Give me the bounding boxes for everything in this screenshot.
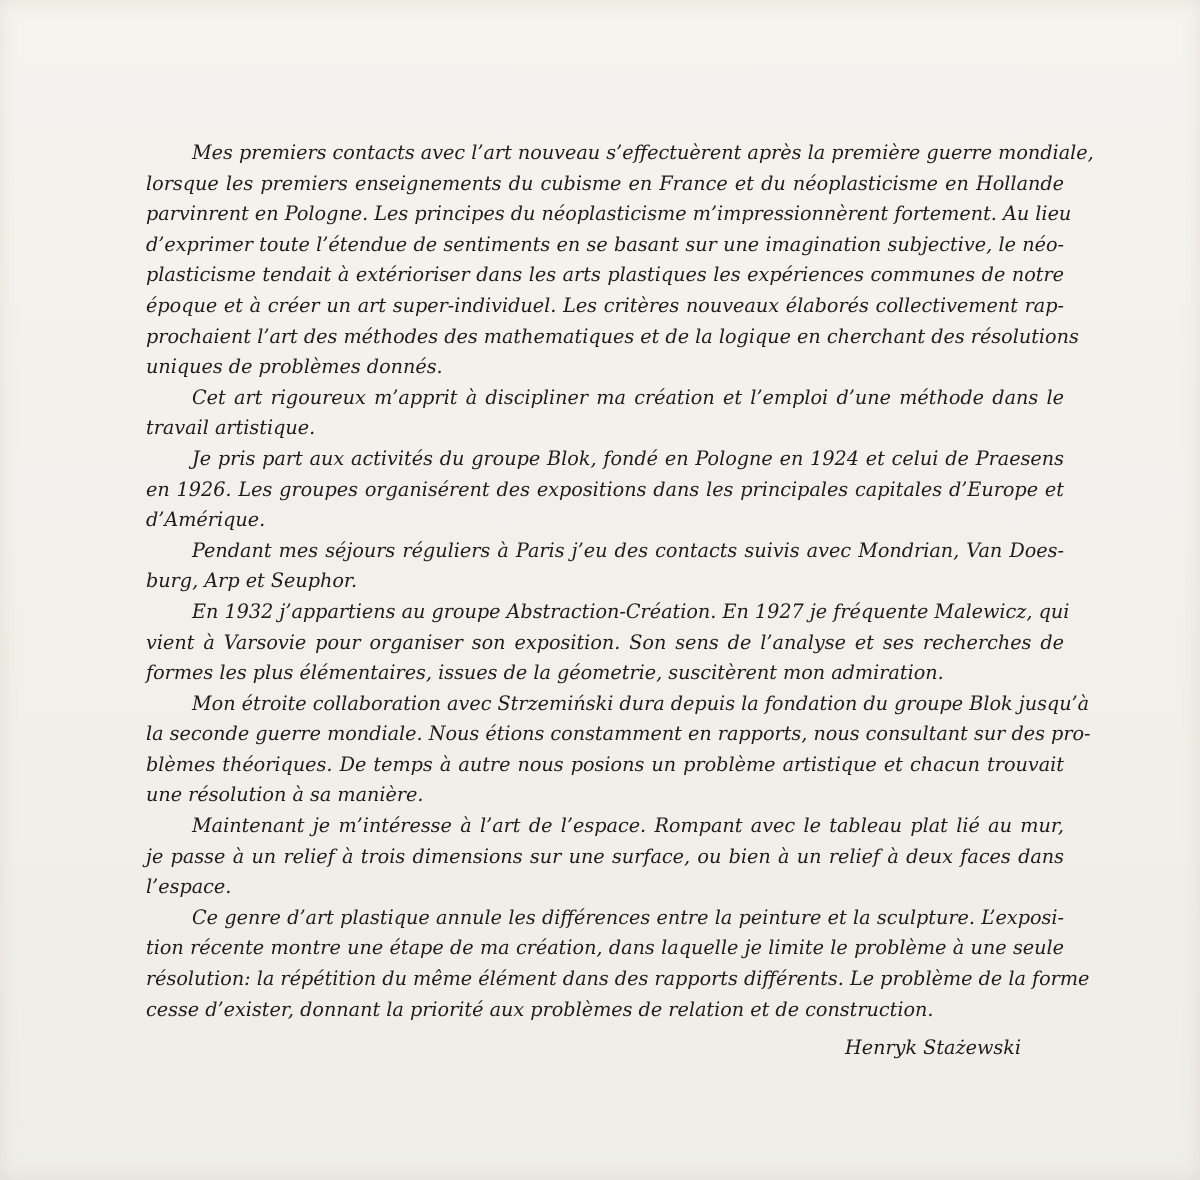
text-line: blèmes théoriques. De temps à autre nous posions un problème artistique et chacun trouvait bbox=[146, 752, 1064, 776]
text-line: lorsque les premiers enseignements du cubisme en France et du néoplasticisme en Hollande bbox=[146, 171, 1064, 195]
text-line: époque et à créer un art super-individuel. Les critères nouveaux élaborés collectivement rap- bbox=[146, 293, 1064, 317]
paragraph bbox=[146, 689, 1091, 811]
text-line: Ce genre d’art plastique annule les différences entre la peinture et la sculpture. L’exposi- bbox=[192, 905, 1064, 929]
text-line: une résolution à sa manière. bbox=[146, 783, 424, 807]
paragraph bbox=[146, 903, 1090, 1025]
text-line: plasticisme tendait à extérioriser dans les arts plastiques les expériences communes de notre bbox=[146, 263, 1064, 287]
text-line: je passe à un relief à trois dimensions sur une surface, ou bien à un relief à deux faces dans bbox=[146, 844, 1064, 868]
paragraph bbox=[146, 597, 1070, 689]
text-line: Pendant mes séjours réguliers à Paris j’eu des contacts suivis avec Mondrian, Van Does- bbox=[192, 538, 1064, 562]
text-line: Mes premiers contacts avec l’art nouveau s’effectuèrent après la première guerre mondiale, bbox=[192, 141, 1094, 164]
text-line: Maintenant je m’intéresse à l’art de l’espace. Rompant avec le tableau plat lié au mur, bbox=[192, 814, 1064, 838]
text-line: formes les plus élémentaires, issues de la géometrie, suscitèrent mon admiration. bbox=[146, 661, 944, 685]
paragraph bbox=[146, 536, 1064, 597]
text-line: vient à Varsovie pour organiser son exposition. Son sens de l’analyse et ses recherches de bbox=[146, 630, 1064, 654]
paragraph bbox=[146, 444, 1064, 536]
paragraph bbox=[146, 811, 1064, 903]
text-line: Cet art rigoureux m’apprit à discipliner ma création et l’emploi d’une méthode dans le bbox=[192, 385, 1064, 409]
text-line: En 1932 j’appartiens au groupe Abstraction-Création. En 1927 je fréquente Malewicz, qui bbox=[192, 599, 1070, 623]
text-line: tion récente montre une étape de ma création, dans laquelle je limite le problème à une seule bbox=[146, 936, 1064, 960]
text-line: uniques de problèmes donnés. bbox=[146, 355, 443, 379]
text-line: résolution: la répétition du même élément dans des rapports différents. Le problème de la forme bbox=[146, 967, 1090, 991]
paragraph bbox=[146, 138, 1094, 383]
author-signature: Henryk Stażewski bbox=[845, 1036, 1021, 1059]
text-line: l’espace. bbox=[146, 875, 232, 899]
text-line: d’Amérique. bbox=[146, 508, 266, 532]
text-line: prochaient l’art des méthodes des mathematiques et de la logique en cherchant des résolutions bbox=[146, 324, 1079, 348]
text-line: la seconde guerre mondiale. Nous étions constamment en rapports, nous consultant sur des pro- bbox=[146, 722, 1091, 746]
text-line: d’exprimer toute l’étendue de sentiments en se basant sur une imagination subjective, le néo- bbox=[146, 232, 1064, 256]
text-line: en 1926. Les groupes organisérent des expositions dans les principales capitales d’Europe et bbox=[146, 477, 1064, 501]
text-line: cesse d’exister, donnant la priorité aux problèmes de relation et de construction. bbox=[146, 997, 934, 1021]
text-line: parvinrent en Pologne. Les principes du néoplasticisme m’impressionnèrent fortement. Au lieu bbox=[146, 202, 1072, 226]
text-line: travail artistique. bbox=[146, 416, 316, 440]
paragraph bbox=[146, 383, 1064, 444]
text-line: Je pris part aux activités du groupe Blok, fondé en Pologne en 1924 et celui de Praesens bbox=[192, 446, 1064, 470]
text-line: burg, Arp et Seuphor. bbox=[146, 569, 358, 593]
body-text bbox=[146, 138, 1094, 1025]
text-line: Mon étroite collaboration avec Strzemiński dura depuis la fondation du groupe Blok jusqu’à bbox=[192, 691, 1090, 715]
